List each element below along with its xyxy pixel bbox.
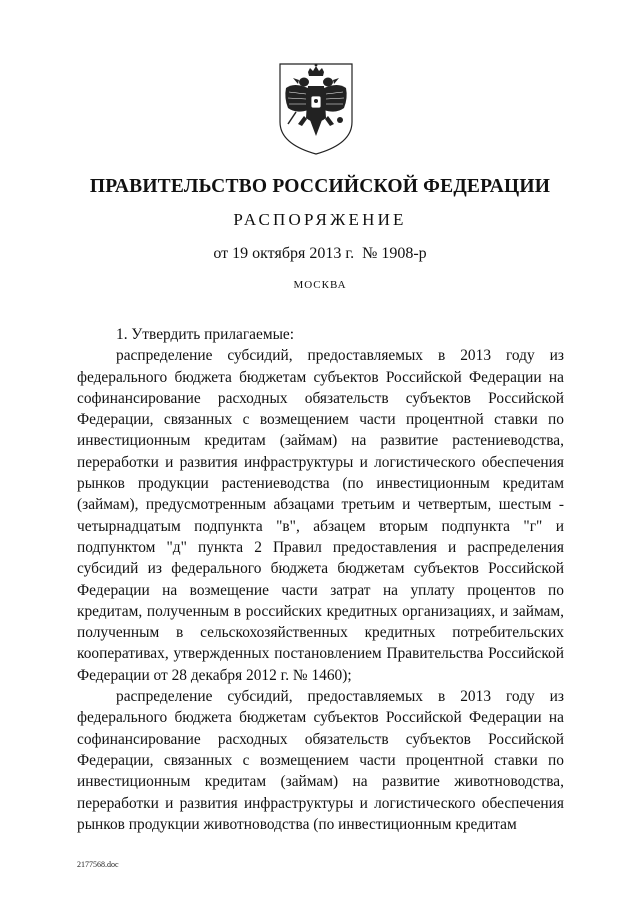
item-1-heading: 1. Утвердить прилагаемые: — [116, 326, 295, 343]
file-name-footer: 2177568.doc — [77, 860, 119, 869]
paragraph-distribution-crop: распределение субсидий, предоставляемых в 2013 году из федерального бюджета бюджетам субъектов Российской Федерации на софинансирование расходных обязательств субъектов Российской Федерации, связанных с возмещением части процентной ставки по инвестиционным кредитам (займам) на развитие растениеводства, переработки и развития инфраструктуры и логистического обеспечения рынков продукции растениеводства (по инвестиционным кредитам (займам), предусмотренным абзацами третьим и четвертым, шестым - четырнадцатым подпункта "в", абзацем вторым подпункта "г" и подпунктом "д" пункта 2 Правил предоставления и распределения субсидий из федерального бюджета бюджетам субъектов Российской Федерации на возмещение части затрат на уплату процентов по кредитам, полученным в российских кредитных организациях, и займам, полученным в сельскохозяйственных кредитных потребительских кооперативах, утвержденных постановлением Правительства Российской Федерации от 28 декабря 2012 г. № 1460); — [77, 347, 564, 684]
government-title: ПРАВИТЕЛЬСТВО РОССИЙСКОЙ ФЕДЕРАЦИИ — [89, 176, 551, 197]
document-body — [77, 324, 564, 835]
paragraph-distribution-livestock: распределение субсидий, предоставляемых в 2013 году из федерального бюджета бюджетам субъектов Российской Федерации на софинансирование расходных обязательств субъектов Российской Федерации, связанных с возмещением части процентной ставки по инвестиционным кредитам (займам) на развитие животноводства, переработки и развития инфраструктуры и логистического обеспечения рынков продукции животноводства (по инвестиционным кредитам — [77, 688, 564, 833]
date-and-number: от 19 октября 2013 г. № 1908-р — [213, 245, 427, 262]
document-type: РАСПОРЯЖЕНИЕ — [233, 210, 407, 229]
city-name: МОСКВА — [293, 279, 347, 291]
coat-of-arms-icon — [274, 58, 358, 158]
